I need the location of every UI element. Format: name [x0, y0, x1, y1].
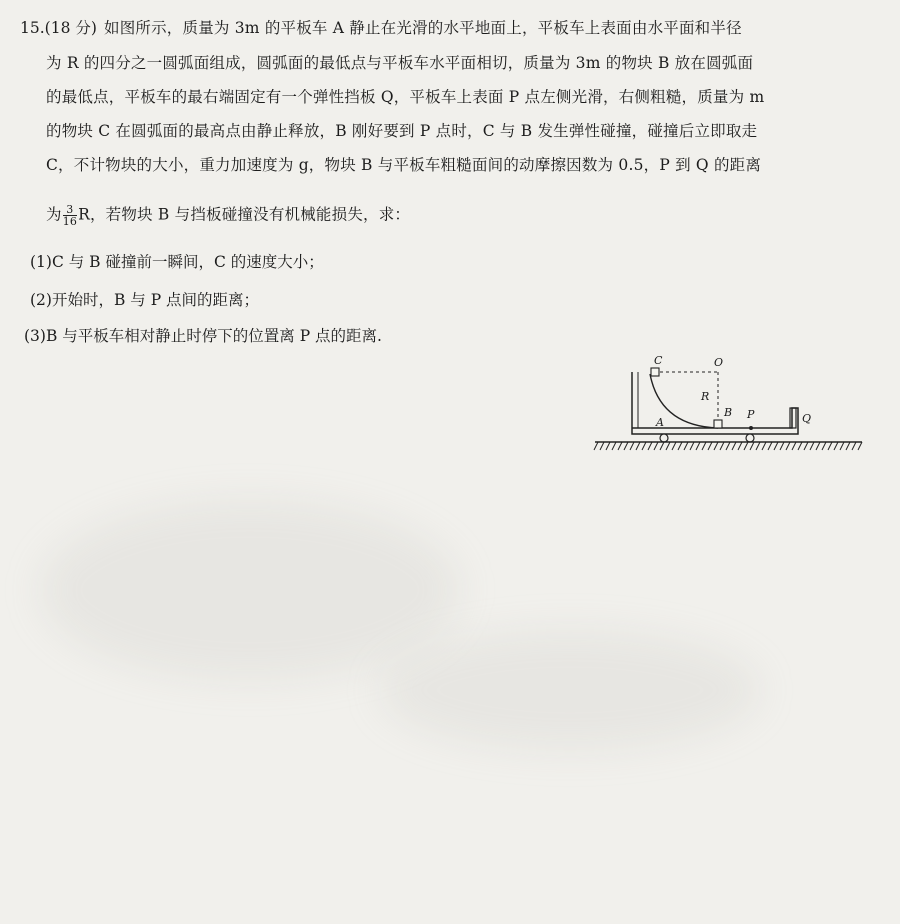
question-line-4: 的物块 C 在圆弧面的最高点由静止释放，B 刚好要到 P 点时，C 与 B 发生弹性碰撞，碰撞后立即取走 — [46, 122, 758, 140]
label-a: A — [656, 416, 664, 429]
fraction — [63, 204, 77, 227]
sub-question-2: (2)开始时，B 与 P 点间的距离； — [30, 291, 260, 309]
question-number — [20, 18, 97, 38]
question-line-2: 为 R 的四分之一圆弧面组成，圆弧面的最低点与平板车水平面相切，质量为 3m 的物块 B 放在圆弧面 — [46, 54, 754, 72]
sub-question-3: (3)B 与平板车相对静止时停下的位置离 P 点的距离. — [24, 327, 382, 345]
label-r: R — [701, 390, 710, 403]
sub-question-1: (1)C 与 B 碰撞前一瞬间，C 的速度大小； — [30, 253, 324, 271]
fraction-denominator: 16 — [62, 215, 78, 228]
block-c — [651, 368, 659, 376]
label-c: C — [654, 354, 663, 367]
label-p: P — [747, 408, 755, 421]
question-line-3: 的最低点，平板车的最右端固定有一个弹性挡板 Q，平板车上表面 P 点左侧光滑，右侧粗糙，质量为 m — [46, 88, 765, 106]
question-number-text: 15. — [20, 19, 45, 37]
wheel-left — [660, 434, 668, 442]
baffle-q — [790, 408, 796, 428]
question-line-5: C，不计物块的大小，重力加速度为 g，物块 B 与平板车粗糙面间的动摩擦因数为 0.5，P 到 Q 的距离 — [46, 156, 762, 174]
point-p — [749, 426, 753, 430]
label-q: Q — [802, 412, 812, 425]
label-b: B — [724, 406, 733, 419]
block-b — [714, 420, 722, 428]
question-line-6 — [46, 204, 846, 227]
ground-hatching — [594, 442, 862, 450]
line-prefix: 为 — [46, 205, 62, 224]
physics-diagram — [590, 352, 870, 462]
label-o: O — [714, 356, 724, 369]
line-suffix: R，若物块 B 与挡板碰撞没有机械能损失，求： — [78, 205, 411, 224]
fraction-numerator: 3 — [63, 204, 77, 216]
wheel-right — [746, 434, 754, 442]
question-line-1: 如图所示，质量为 3m 的平板车 A 静止在光滑的水平地面上，平板车上表面由水平面和半径 — [104, 19, 742, 37]
question-score: (18 分) — [44, 19, 97, 37]
scan-smudge — [380, 630, 760, 750]
scan-smudge — [40, 500, 460, 680]
